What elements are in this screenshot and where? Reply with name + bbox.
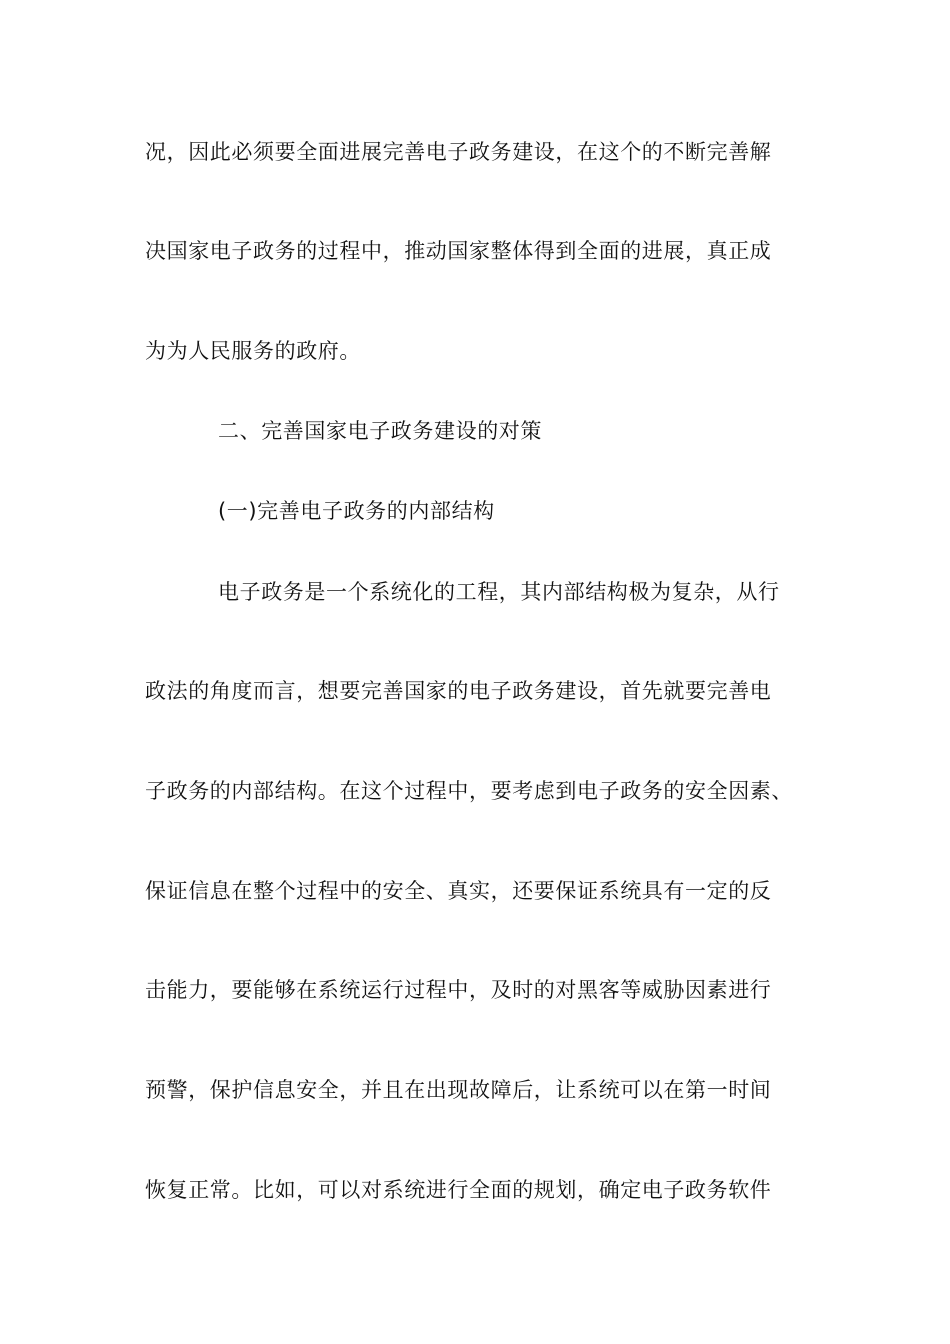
paragraph-line: 恢复正常。比如，可以对系统进行全面的规划，确定电子政务软件 xyxy=(145,1178,772,1202)
section-heading: 二、完善国家电子政务建设的对策 xyxy=(218,419,542,443)
paragraph-line: 电子政务是一个系统化的工程，其内部结构极为复杂，从行 xyxy=(218,580,780,604)
paragraph-line: 预警，保护信息安全，并且在出现故障后，让系统可以在第一时间 xyxy=(145,1078,772,1102)
paragraph-line: 为为人民服务的政府。 xyxy=(145,339,361,363)
paragraph-line: 子政务的内部结构。在这个过程中，要考虑到电子政务的安全因素、 xyxy=(145,779,793,803)
paragraph-line: 击能力，要能够在系统运行过程中，及时的对黑客等威胁因素进行 xyxy=(145,978,772,1002)
subsection-heading: (一)完善电子政务的内部结构 xyxy=(218,499,495,523)
paragraph-line: 决国家电子政务的过程中，推动国家整体得到全面的进展，真正成 xyxy=(145,239,772,263)
paragraph-line: 况，因此必须要全面进展完善电子政务建设，在这个的不断完善解 xyxy=(145,140,772,164)
paragraph-line: 政法的角度而言，想要完善国家的电子政务建设，首先就要完善电 xyxy=(145,679,772,703)
paragraph-line: 保证信息在整个过程中的安全、真实，还要保证系统具有一定的反 xyxy=(145,879,772,903)
